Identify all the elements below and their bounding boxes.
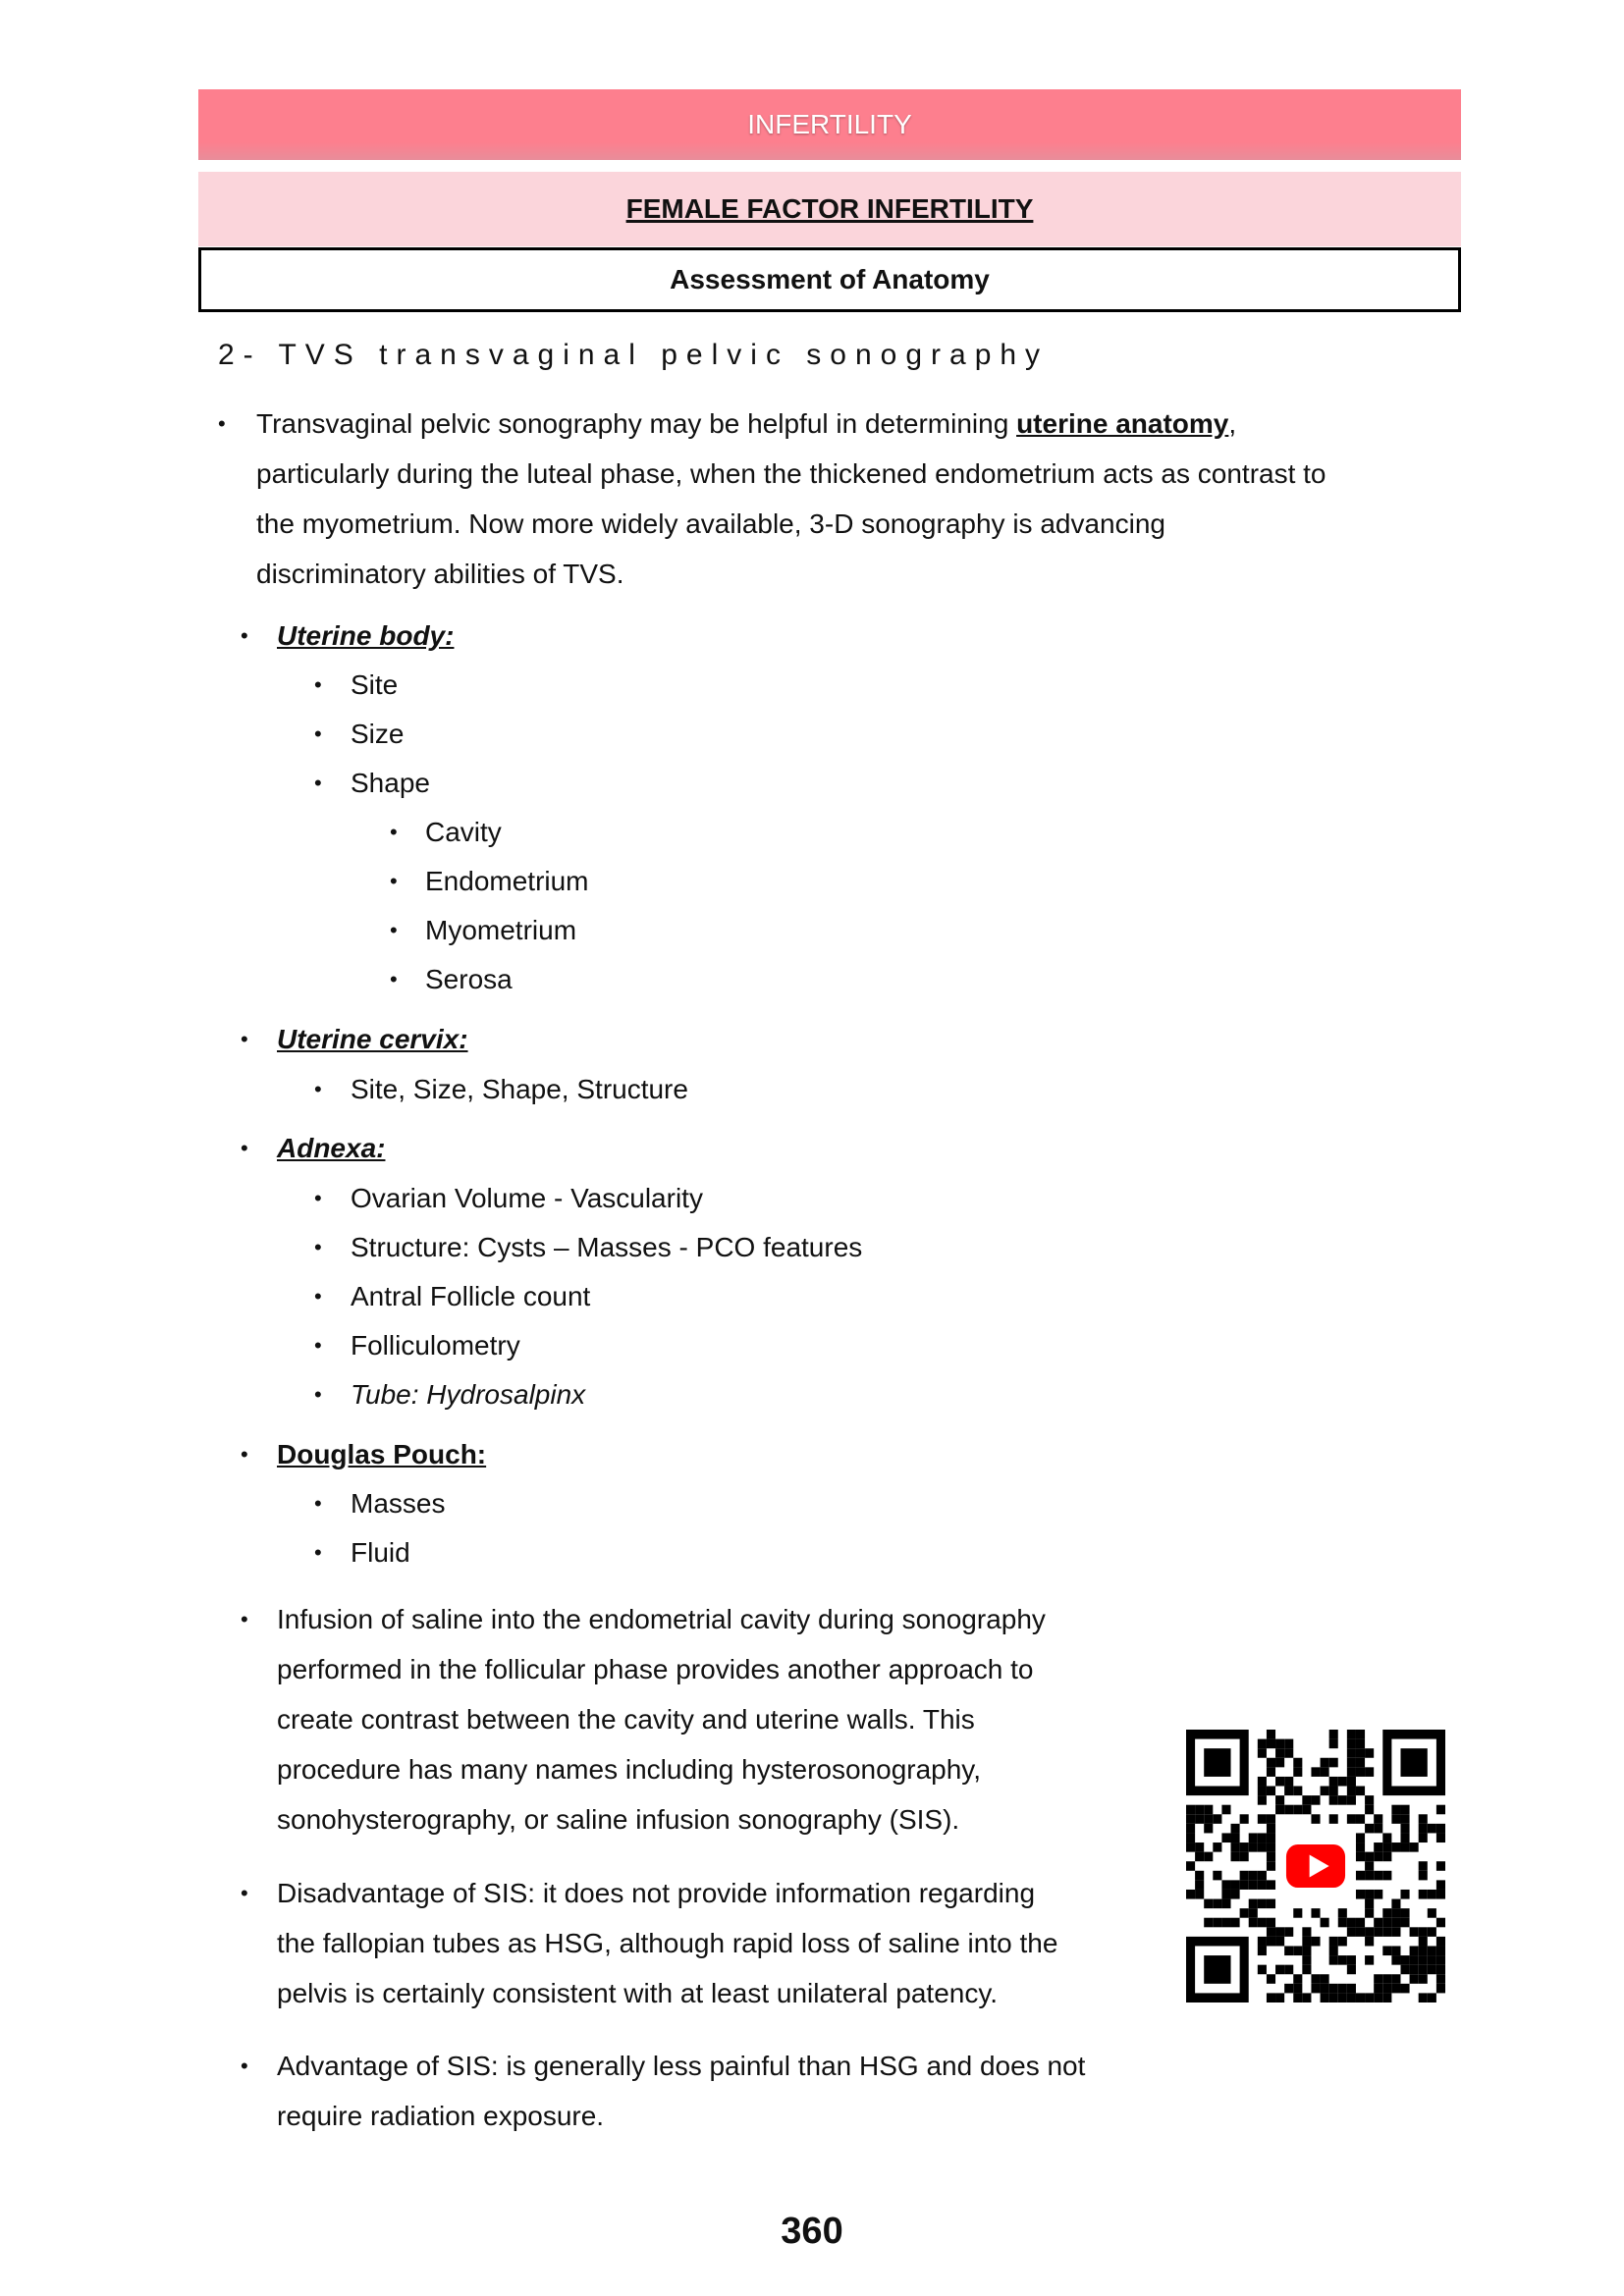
page-number: 360 [781, 2211, 843, 2252]
adnexa-label: Adnexa: [277, 1133, 386, 1163]
bullet-icon: • [314, 672, 322, 697]
paragraph-line: procedure has many names including hysterosonography, [277, 1754, 982, 1785]
bullet-icon: • [241, 1136, 248, 1160]
list-item: Antral Follicle count [351, 1281, 591, 1311]
list-item: Shape [351, 768, 430, 798]
list-item: Myometrium [425, 915, 577, 945]
douglas-pouch-label: Douglas Pouch: [277, 1439, 487, 1469]
intro-emphasis: uterine anatomy [1016, 408, 1229, 439]
paragraph-line: performed in the follicular phase provides another approach to [277, 1654, 1034, 1684]
bullet-icon: • [314, 1382, 322, 1407]
intro-line [256, 407, 1236, 441]
bullet-icon: • [314, 1491, 322, 1516]
paragraph-line: Advantage of SIS: is generally less painful than HSG and does not [277, 2051, 1086, 2081]
bullet-icon: • [241, 1442, 248, 1467]
youtube-qr-code[interactable] [1186, 1730, 1445, 2002]
uterine-body-label: Uterine body: [277, 620, 455, 651]
bullet-icon: • [218, 411, 226, 436]
uterine-cervix-label: Uterine cervix: [277, 1024, 468, 1054]
bullet-icon: • [314, 1540, 322, 1565]
bullet-icon: • [241, 2054, 248, 2078]
subheading: 2- TVS transvaginal pelvic sonography [218, 339, 1050, 371]
bullet-icon: • [314, 1235, 322, 1259]
chapter-header [198, 89, 1461, 160]
bullet-icon: • [390, 967, 398, 991]
chapter-title: INFERTILITY [747, 109, 912, 139]
bullet-icon: • [314, 1284, 322, 1308]
list-item: Masses [351, 1488, 446, 1519]
section-title: FEMALE FACTOR INFERTILITY [625, 193, 1034, 224]
paragraph-line: Infusion of saline into the endometrial cavity during sonography [277, 1604, 1046, 1634]
intro-punct: , [1228, 408, 1237, 439]
topic-title: Assessment of Anatomy [670, 264, 990, 294]
bullet-icon: • [241, 1607, 248, 1631]
section-header [198, 172, 1461, 246]
bullet-icon: • [314, 721, 322, 746]
paragraph-line: require radiation exposure. [277, 2101, 605, 2131]
bullet-icon: • [314, 1333, 322, 1358]
list-item: Structure: Cysts – Masses - PCO features [351, 1232, 863, 1262]
list-item: Fluid [351, 1537, 410, 1568]
paragraph-line: create contrast between the cavity and uterine walls. This [277, 1704, 975, 1735]
paragraph-line: Disadvantage of SIS: it does not provide information regarding [277, 1878, 1036, 1908]
paragraph-line: the fallopian tubes as HSG, although rapid loss of saline into the [277, 1928, 1058, 1958]
list-item: Site, Size, Shape, Structure [351, 1074, 688, 1104]
bullet-icon: • [390, 820, 398, 844]
list-item: Serosa [425, 964, 513, 994]
list-item: Ovarian Volume - Vascularity [351, 1183, 703, 1213]
list-item: Site [351, 669, 399, 700]
list-item: Folliculometry [351, 1330, 520, 1361]
paragraph-line: sonohysterography, or saline infusion sonography (SIS). [277, 1804, 960, 1835]
bullet-icon: • [390, 869, 398, 893]
qr-code-icon [1186, 1730, 1445, 2002]
list-item: Endometrium [425, 866, 589, 896]
intro-line: particularly during the luteal phase, when the thickened endometrium acts as contrast to [256, 458, 1326, 489]
bullet-icon: • [314, 1077, 322, 1101]
bullet-icon: • [314, 1186, 322, 1210]
list-item: Size [351, 719, 405, 749]
bullet-icon: • [241, 1881, 248, 1905]
bullet-icon: • [241, 1027, 248, 1051]
bullet-icon: • [241, 623, 248, 648]
bullet-icon: • [314, 771, 322, 795]
list-item: Tube: Hydrosalpinx [351, 1379, 586, 1410]
intro-line: discriminatory abilities of TVS. [256, 559, 624, 589]
bullet-icon: • [390, 918, 398, 942]
topic-box [198, 247, 1461, 312]
intro-text: Transvaginal pelvic sonography may be helpful in determining [256, 408, 1017, 439]
intro-line: the myometrium. Now more widely available, 3-D sonography is advancing [256, 508, 1165, 539]
paragraph-line: pelvis is certainly consistent with at least unilateral patency. [277, 1978, 999, 2008]
list-item: Cavity [425, 817, 502, 847]
